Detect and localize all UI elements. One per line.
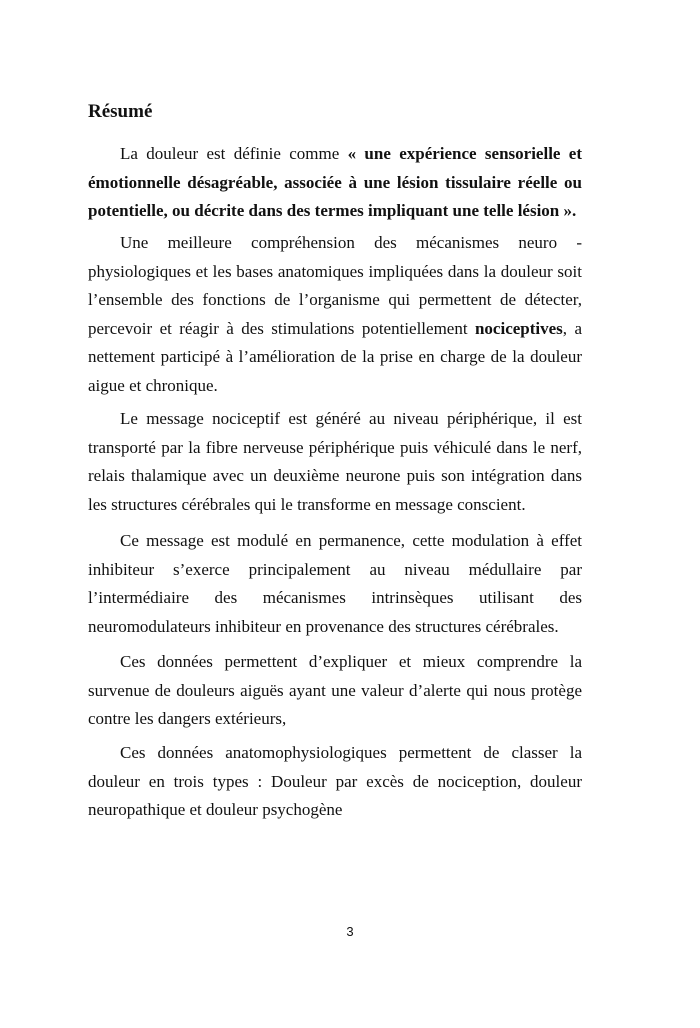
paragraph-pain-types: Ces données anatomophysiologiques permettent de classer la douleur en trois types : Douleur par excès de nociception, douleur neuropathique et douleur psychogène	[88, 743, 582, 820]
definition-quote: « une expérience sensorielle et émotionnelle désagréable, associée à une lésion tissulaire réelle ou potentielle, ou décrite dans des termes impliquant une telle lésion ».	[88, 144, 582, 221]
definition-intro: La douleur est définie comme	[120, 144, 348, 163]
page-number: 3	[346, 924, 354, 939]
paragraph-modulation: Ce message est modulé en permanence, cette modulation à effet inhibiteur s’exerce principalement au niveau médullaire par l’intermédiaire des mécanismes intrinsèques utilisant des neuromodulateurs inhibiteur en provenance des structures cérébrales.	[88, 531, 582, 636]
page-title: Résumé	[88, 101, 153, 122]
paragraph-understanding	[88, 229, 582, 401]
paragraph-definition	[88, 140, 582, 226]
understanding-text-before: Une meilleure compréhension des mécanismes neuro - physiologiques et les bases anatomiques impliquées dans la douleur soit l’ensemble des fonctions de l’organisme qui permettent de détecter, percevoir et réagir à des stimulations potentiellement	[88, 233, 582, 338]
understanding-text-after: , a nettement participé à l’amélioration de la prise en charge de la douleur aigue et chronique.	[88, 318, 582, 395]
paragraph-alert-value: Ces données permettent d’expliquer et mieux comprendre la survenue de douleurs aiguës ayant une valeur d’alerte qui nous protège contre les dangers extérieurs,	[88, 652, 582, 729]
paragraph-nociceptive-message: Le message nociceptif est généré au niveau périphérique, il est transporté par la fibre nerveuse périphérique puis véhiculé dans le nerf, relais thalamique avec un deuxième neurone puis son intégration dans les structures cérébrales qui le transforme en message conscient.	[88, 409, 582, 514]
nociceptives-term: nociceptives	[474, 318, 563, 338]
